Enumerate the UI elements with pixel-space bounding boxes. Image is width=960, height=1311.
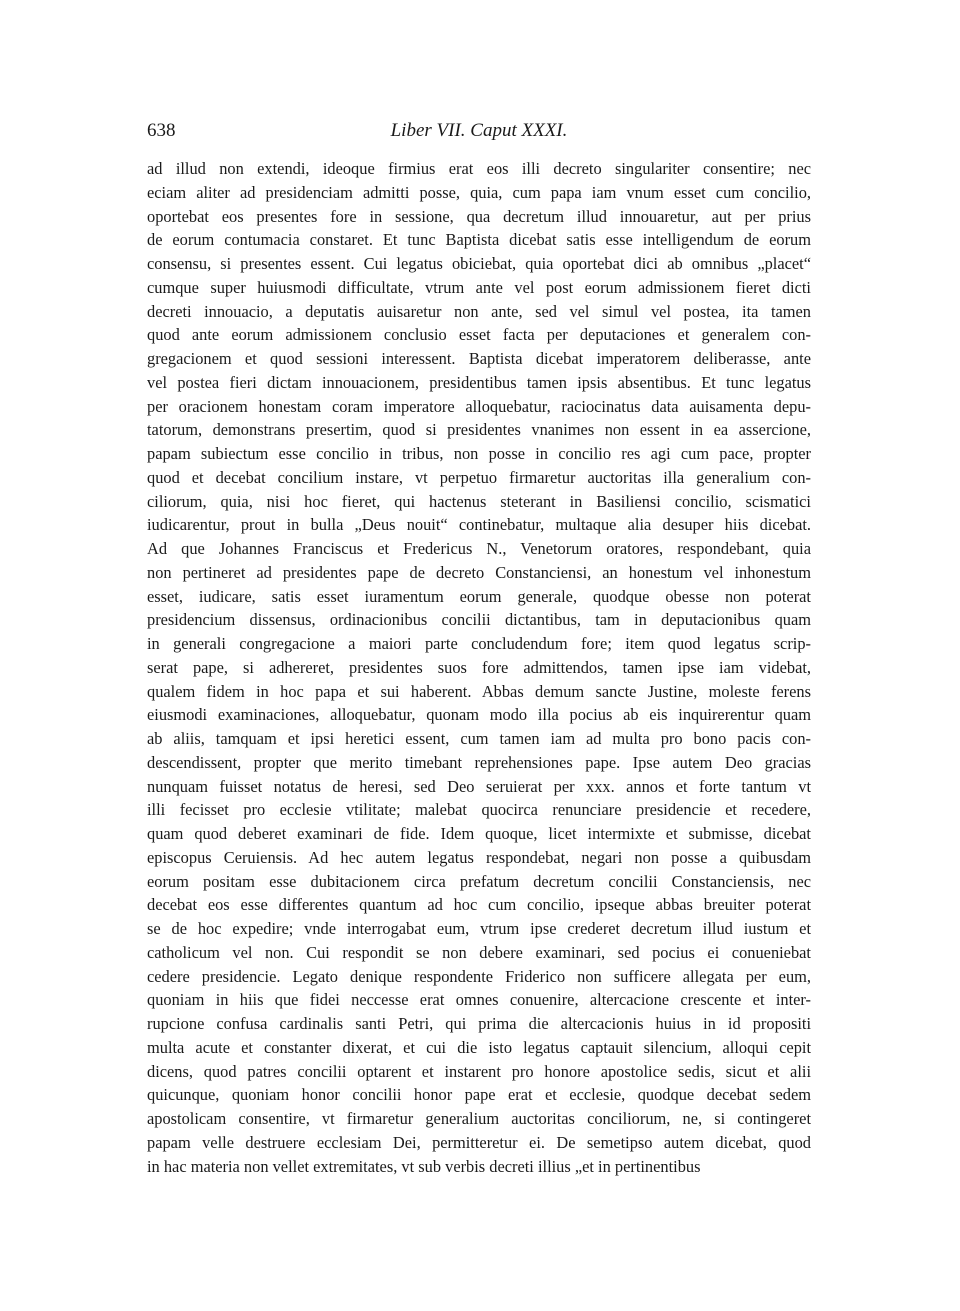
text-line: de eorum contumacia constaret. Et tunc Baptista dicebat satis esse intelligendum de eorum <box>147 230 811 250</box>
text-line: episcopus Ceruiensis. Ad hec autem legatus respondebat, negari non posse a quibusdam <box>147 847 811 867</box>
text-line: serat pape, si adhereret, presidentes suos fore admittendos, tamen ipse iam videbat, <box>147 657 811 677</box>
text-line: multa acute et constanter dixerat, et cui die isto legatus captauit silencium, alloqui cepit <box>147 1037 811 1057</box>
text-line: eorum positam esse dubitacionem circa prefatum decretum concilii Constanciensis, nec <box>147 871 811 891</box>
text-line: per oracionem honestam coram imperatore alloquebatur, raciocinatus data auisamenta depu- <box>147 396 811 416</box>
text-line: non pertineret ad presidentes pape de decreto Constanciensi, an honestum vel inhonestum <box>147 562 811 582</box>
text-line: presidencium dissensus, ordinacionibus concilii dictantibus, tam in deputacionibus quam <box>147 610 811 630</box>
text-line: oportebat eos presentes fore in sessione, qua decretum illud innouaretur, aut per prius <box>147 206 811 226</box>
text-line: descendissent, propter que merito timebant reprehensiones pape. Ipse autem Deo gracias <box>147 752 811 772</box>
text-line: ciliorum, quia, nisi hoc fieret, qui hactenus steterant in Basiliensi concilio, scismatici <box>147 491 811 511</box>
text-line: quicunque, quoniam honor concilii honor pape erat et ecclesie, quodque decebat sedem <box>147 1085 811 1105</box>
text-line: ab aliis, tamquam et ipsi heretici essent, cum tamen iam ad multa pro bono pacis con- <box>147 729 811 748</box>
text-line: rupcione confusa cardinalis santi Petri, qui prima die altercacionis huius in id propositi <box>147 1014 811 1033</box>
text-line: catholicum vel non. Cui respondit se non debere examinari, sed pocius ei conueniebat <box>147 942 811 962</box>
text-line: cumque super huiusmodi difficultate, vtrum ante vel post eorum admissionem fieret dicti <box>147 277 811 297</box>
text-line: se de hoc expedire; vnde interrogabat eum, vtrum ipse crederet decretum illud iustum et <box>147 919 811 938</box>
text-line: eciam aliter ad presidenciam admitti posse, quia, cum papa iam vnum esset cum concilio, <box>147 182 811 202</box>
text-line: quam quod deberet examinari de fide. Idem quoque, licet intermixte et submisse, dicebat <box>147 824 811 843</box>
text-line: cedere presidencie. Legato denique respondente Friderico non sufficere allegata per eum, <box>147 966 811 986</box>
running-title: Liber VII. Caput XXXI. <box>390 120 568 141</box>
text-line: esset, iudicare, satis esset iuramentum eorum generale, quodque obesse non poterat <box>147 586 811 606</box>
text-line: quoniam in hiis que fidei neccesse erat omnes conuenire, altercacione crescente et inter- <box>147 990 811 1010</box>
text-line: quod ante eorum admissionem conclusio esset facta per deputaciones et generalem con- <box>147 325 811 345</box>
text-line: consensu, si presentes essent. Cui legatus obiciebat, quia oportebat dici ab omnibus „placet“ <box>147 254 811 273</box>
text-line: apostolicam consentire, vt firmaretur generalium auctoritas conciliorum, ne, si contingeret <box>147 1109 811 1128</box>
text-line: papam velle destruere ecclesiam Dei, permitteretur ei. De semetipso autem dicebat, quod <box>147 1132 811 1152</box>
text-line: Ad que Johannes Franciscus et Fredericus N., Venetorum oratores, respondebant, quia <box>147 539 811 558</box>
text-line: qualem fidem in hoc papa et sui haberent. Abbas demum sancte Justine, moleste ferens <box>147 681 811 701</box>
text-line: eiusmodi examinaciones, alloquebatur, quonam modo illa pocius ab eis inquirerentur quam <box>147 705 811 725</box>
text-line: nunquam fuisset notatus de heresi, sed Deo seruierat per xxx. annos et forte tantum vt <box>147 776 811 796</box>
text-line: tatorum, demonstrans presertim, quod si presidentes vnanimes non essent in ea assercione, <box>147 420 811 440</box>
page-number: 638 <box>147 120 176 141</box>
text-line: decebat eos esse differentes quantum ad hoc cum concilio, ipseque abbas breuiter poterat <box>147 895 811 915</box>
text-line: vel postea fieri dictam innouacionem, presidentibus tamen ipsis absentibus. Et tunc legatus <box>147 372 811 392</box>
text-line: in hac materia non vellet extremitates, vt sub verbis decreti illius „et in pertinentibus <box>147 1156 701 1176</box>
text-line: in generali congregacione a maiori parte concludendum fore; item quod legatus scrip- <box>147 634 811 653</box>
text-line: illi fecisset pro ecclesie vtilitate; malebat quocirca renunciare presidencie et recedere, <box>147 800 811 820</box>
text-line: iudicarentur, prout in bulla „Deus nouit“ continebatur, multaque alia desuper hiis dicebat. <box>147 515 811 535</box>
text-line: gregacionem et quod sessioni interessent. Baptista dicebat imperatorem deliberasse, ante <box>147 349 811 368</box>
text-line: dicens, quod patres concilii optarent et instarent pro honore apostolice sedis, sicut et alii <box>147 1061 811 1081</box>
text-line: decreti innouacio, a deputatis auisaretur non ante, sed vel simul vel postea, ita tamen <box>147 301 811 321</box>
body-text <box>147 157 811 1178</box>
text-line: papam subiectum esse concilio in tribus, non posse in concilio res agi cum pace, propter <box>147 444 811 463</box>
text-line: ad illud non extendi, ideoque firmius erat eos illi decreto singulariter consentire; nec <box>147 159 811 178</box>
text-line: quod et decebat concilium instare, vt perpetuo firmaretur auctoritas illa generalium con- <box>147 467 811 487</box>
page-header <box>147 118 811 144</box>
